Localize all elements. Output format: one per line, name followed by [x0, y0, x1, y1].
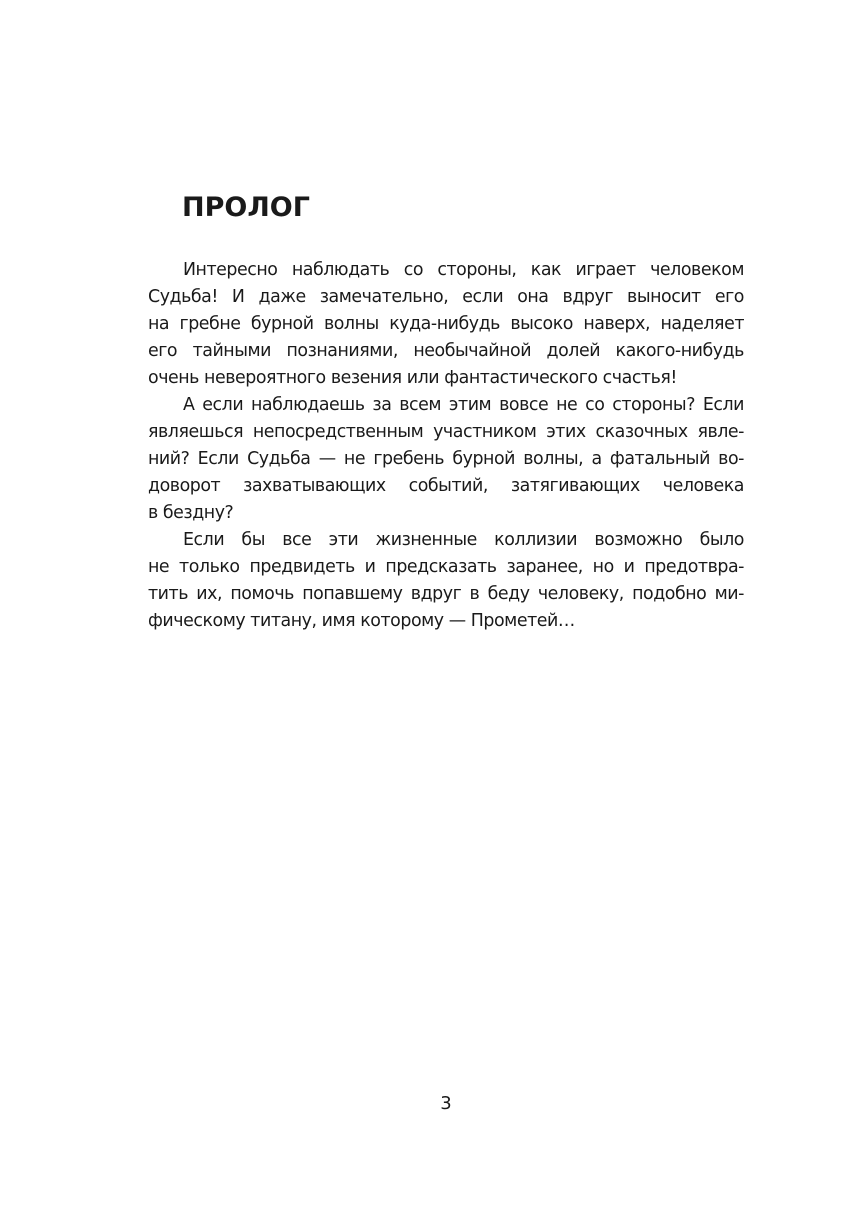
chapter-title: ПРОЛОГ	[182, 192, 310, 223]
text-line: очень невероятного везения или фантастического счастья!	[148, 368, 677, 388]
page-number: 3	[440, 1093, 452, 1114]
text-line: не только предвидеть и предсказать заранее, но и предотвра-	[148, 557, 744, 577]
paragraph-2	[148, 392, 744, 527]
text-line: ний? Если Судьба — не гребень бурной волны, а фатальный во-	[148, 449, 744, 469]
text-line: его тайными познаниями, необычайной долей какого-нибудь	[148, 341, 744, 361]
text-line: Судьба! И даже замечательно, если она вдруг выносит его	[148, 287, 744, 307]
text-line: Интересно наблюдать со стороны, как играет человеком	[183, 260, 744, 280]
text-line: Если бы все эти жизненные коллизии возможно было	[183, 530, 744, 550]
text-line: в бездну?	[148, 503, 234, 523]
text-line: являешься непосредственным участником этих сказочных явле-	[148, 422, 744, 442]
text-line: А если наблюдаешь за всем этим вовсе не со стороны? Если	[183, 395, 744, 415]
text-line: доворот захватывающих событий, затягивающих человека	[148, 476, 744, 496]
text-line: тить их, помочь попавшему вдруг в беду человеку, подобно ми-	[148, 584, 744, 604]
body-text	[148, 257, 744, 635]
text-line: на гребне бурной волны куда-нибудь высоко наверх, наделяет	[148, 314, 744, 334]
paragraph-1	[148, 257, 744, 392]
text-line: фическому титану, имя которому — Прометей…	[148, 611, 575, 631]
paragraph-3	[148, 527, 744, 635]
